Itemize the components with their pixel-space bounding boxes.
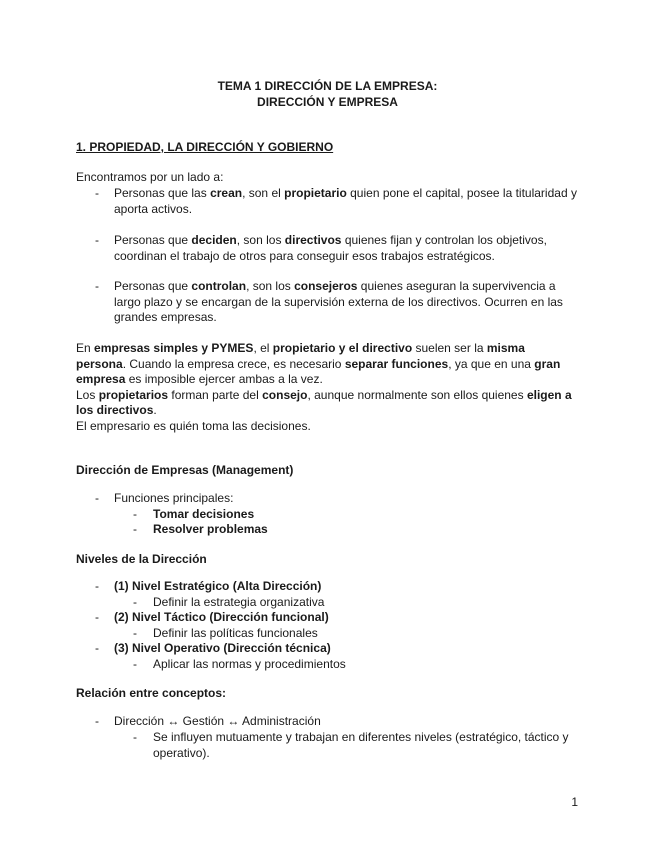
section-heading-relacion: Relación entre conceptos: (76, 686, 227, 700)
dash-bullet: - (133, 507, 137, 521)
section-heading-niveles: Niveles de la Dirección (76, 552, 207, 566)
section-heading-propiedad: 1. PROPIEDAD, LA DIRECCIÓN Y GOBIERNO (76, 140, 334, 154)
list-subitem: Tomar decisiones (153, 507, 255, 521)
list-subitem: Definir la estrategia organizativa (153, 595, 325, 609)
dash-bullet: - (95, 641, 99, 655)
list-item-text: Personas que deciden, son los directivos quienes fijan y controlan los objetivos, coordinan el trabajo de otros para conseguir esos trabajos estratégicos. (114, 233, 547, 263)
list-item: (1) Nivel Estratégico (Alta Dirección) (114, 579, 322, 593)
dash-bullet: - (95, 579, 99, 593)
dash-bullet: - (95, 279, 99, 293)
list-subitem: Definir las políticas funcionales (153, 626, 318, 640)
intro-text: Encontramos por un lado a: (76, 170, 224, 184)
dash-bullet: - (95, 610, 99, 624)
dash-bullet: - (95, 491, 99, 505)
list-item: (2) Nivel Táctico (Dirección funcional) (114, 610, 329, 624)
list-item: Dirección ↔ Gestión ↔ Administración (114, 714, 321, 728)
document-title-line1: TEMA 1 DIRECCIÓN DE LA EMPRESA: (217, 79, 438, 93)
list-subitem: Resolver problemas (153, 522, 268, 536)
list-item-text: Personas que controlan, son los consejeros quienes aseguran la supervivencia a largo plazo y se encargan de la supervisión externa de los directivos. Ocurren en las grandes empresas. (114, 279, 563, 324)
dash-bullet: - (133, 657, 137, 671)
body-paragraph: En empresas simples y PYMES, el propietario y el directivo suelen ser la misma persona. Cuando la empresa crece, es necesario separar funciones, ya que en una gran empresa es imposible ejercer ambas a la vez. Los propietarios forman parte del consejo, aunque normalmente son ellos quienes eligen a los directivos. El empresario es quién toma las decisiones. (76, 341, 572, 433)
dash-bullet: - (133, 626, 137, 640)
list-item: Funciones principales: (114, 491, 234, 505)
page-number: 1 (571, 795, 578, 809)
document-title-line2: DIRECCIÓN Y EMPRESA (257, 95, 398, 109)
section-heading-management: Dirección de Empresas (Management) (76, 463, 294, 477)
dash-bullet: - (133, 595, 137, 609)
dash-bullet: - (133, 730, 137, 744)
dash-bullet: - (95, 714, 99, 728)
dash-bullet: - (95, 233, 99, 247)
list-subitem: Se influyen mutuamente y trabajan en diferentes niveles (estratégico, táctico y operativo). (153, 730, 569, 760)
dash-bullet: - (133, 522, 137, 536)
list-subitem: Aplicar las normas y procedimientos (153, 657, 346, 671)
list-item: (3) Nivel Operativo (Dirección técnica) (114, 641, 331, 655)
dash-bullet: - (95, 186, 99, 200)
list-item-text: Personas que las crean, son el propietario quien pone el capital, posee la titularidad y aporta activos. (114, 186, 577, 216)
